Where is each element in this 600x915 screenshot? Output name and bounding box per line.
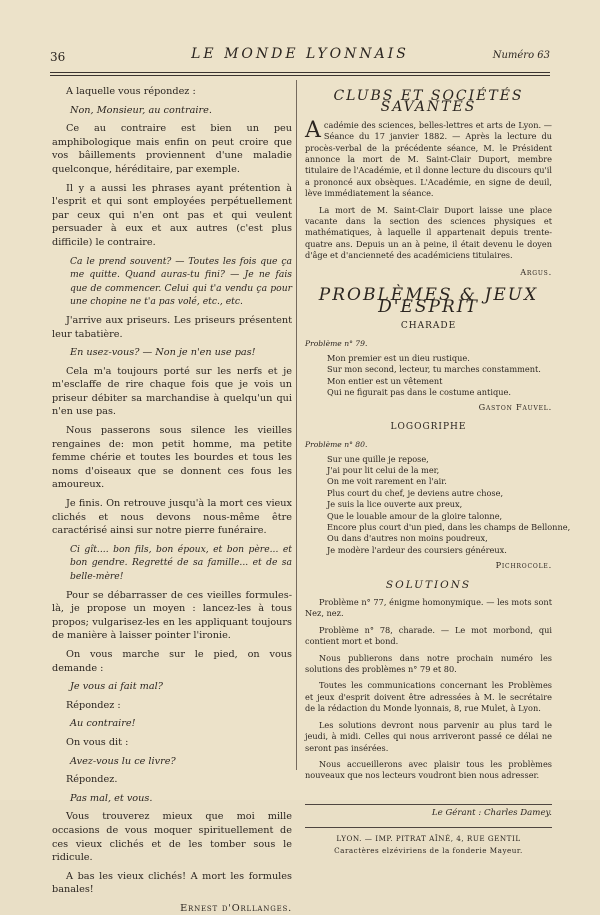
poem-line: Ou dans d'autres non moins poudreux, bbox=[327, 533, 488, 544]
logogriphe-title: LOGOGRIPHE bbox=[390, 421, 467, 432]
poem-line: J'ai pour lit celui de la mer, bbox=[327, 464, 440, 475]
paragraph: Je finis. On retrouve jusqu'à la mort ces vieux clichés et nous devons nous-même être caractérisé ainsi sur notre pierre funéraire. bbox=[52, 498, 292, 537]
charade-title: CHARADE bbox=[400, 320, 457, 331]
publication-title: LE MONDE LYONNAIS bbox=[191, 46, 409, 62]
poem-line: Encore plus court d'un pied, dans les champs de Bellonne, bbox=[327, 522, 571, 532]
paragraph: On vous dit : bbox=[66, 736, 129, 748]
charade-signature: Gaston Fauvel. bbox=[478, 402, 552, 413]
quote-line: Au contraire! bbox=[70, 718, 136, 730]
left-column bbox=[52, 85, 292, 914]
paragraph: Pour se débarrasser de ces vieilles formules-là, je propose un moyen : lancez-les à tous propos; vulgarisez-les en les appliquant toujours de manière à laisser pointer l'ironie. bbox=[52, 589, 292, 642]
poem-line: Que le louable amour de la gloire talonne, bbox=[327, 510, 503, 521]
drop-cap: A bbox=[305, 117, 321, 143]
poem-line: Je modère l'ardeur des coursiers généreux. bbox=[327, 544, 507, 555]
paragraph: Il y a aussi les phrases ayant prétention à l'esprit et qui sont employées perpétuellement par ceux qui n'en ont pas et qui veulent persuader à eux et aux autres (c'est plus difficile) le contraire. bbox=[52, 182, 292, 248]
paragraph: A laquelle vous répondez : bbox=[66, 86, 196, 97]
poem-line: Qui ne figurait pas dans le costume antique. bbox=[327, 386, 511, 397]
problems-section-title: PROBLÈMES & JEUX D'ESPRIT bbox=[318, 285, 539, 317]
author-signature: Ernest d'Orllanges. bbox=[180, 902, 292, 914]
quote-line: Ca le prend souvent? — Toutes les fois que ça me quitte. Quand auras-tu fini? — Je ne fais que de commencer. Celui qui t'a vendu ça pour une chopine ne t'a pas volé, etc., etc. bbox=[70, 255, 292, 308]
paragraph: Nous passerons sous silence les vieilles rengaines de: mon petit homme, ma petite femme chérie et toutes les bourdes et tous les noms d'oiseaux que se donnent ces fous les amoureux. bbox=[52, 425, 292, 491]
quote-line: Pas mal, et vous. bbox=[70, 792, 153, 804]
paragraph: Vous trouverez mieux que moi mille occasions de vous moquer spirituellement de ces vieux clichés et de les tomber sous le ridicule. bbox=[52, 811, 292, 864]
poem-line: On me voit rarement en l'air. bbox=[327, 476, 447, 487]
printer-imprint bbox=[305, 827, 552, 856]
paragraph: Répondez. bbox=[66, 774, 118, 786]
poem-line: Plus court du chef, je deviens autre chose, bbox=[327, 487, 504, 498]
printer-line: Caractères elzéviriens de la fonderie Mayeur. bbox=[334, 845, 523, 855]
logogriphe-problem-label: Problème n° 80. bbox=[305, 440, 368, 450]
right-column bbox=[305, 85, 571, 855]
logogriphe-signature: Pichrocole. bbox=[495, 560, 552, 571]
poem-line: Je suis la lice ouverte aux preux, bbox=[327, 499, 463, 510]
paragraph: J'arrive aux priseurs. Les priseurs présentent leur tabatière. bbox=[52, 314, 292, 340]
charade-problem-label: Problème n° 79. bbox=[305, 339, 368, 349]
quote-line: Je vous ai fait mal? bbox=[70, 681, 163, 693]
charade-poem bbox=[305, 353, 552, 399]
header-rule-bottom bbox=[50, 75, 550, 76]
solutions-paragraph: Toutes les communications concernant les Problèmes et jeux d'esprit doivent être adressées à M. le secrétaire de la rédaction du Monde lyonnais, 8, rue Mulet, à Lyon. bbox=[305, 680, 552, 714]
gerant-line: Le Gérant : Charles Damey. bbox=[305, 804, 552, 819]
issue-number: Numéro 63 bbox=[492, 50, 550, 61]
header-rule-top bbox=[50, 72, 550, 73]
poem-line: Sur une quille je repose, bbox=[327, 453, 429, 464]
clubs-paragraph bbox=[305, 117, 552, 200]
quote-line: En usez-vous? — Non je n'en use pas! bbox=[70, 347, 256, 359]
clubs-signature: Argus. bbox=[520, 266, 552, 277]
solutions-paragraph: Problème n° 78, charade. — Le mot morbond, qui contient mort et bond. bbox=[305, 624, 552, 647]
poem-line: Mon premier est un dieu rustique. bbox=[327, 352, 470, 363]
poem-line: Sur mon second, lecteur, tu marches constamment. bbox=[327, 364, 541, 375]
clubs-section-title: CLUBS ET SOCIÉTÉS SAVANTES bbox=[333, 88, 524, 116]
solutions-paragraph: Les solutions devront nous parvenir au plus tard le jeudi, à midi. Celles qui nous arriveront passé ce délai ne seront pas insérées. bbox=[305, 719, 552, 753]
clubs-paragraph: La mort de M. Saint-Clair Duport laisse une place vacante dans la section des sciences physiques et mathématiques, à laquelle il appartenait depuis trente-quatre ans. Depuis un an à peine, il était devenu le doyen d'âge et d'ancienneté des académiciens titulaires. bbox=[305, 204, 552, 261]
solutions-paragraph: Nous publierons dans notre prochain numéro les solutions des problèmes n° 79 et 80. bbox=[305, 652, 552, 675]
paragraph: Cela m'a toujours porté sur les nerfs et je m'esclaffe de rire chaque fois que je vois un priseur débiter sa marchandise à quelqu'un qui n'en use pas. bbox=[52, 365, 292, 418]
logogriphe-poem bbox=[305, 453, 571, 557]
page-number: 36 bbox=[50, 50, 66, 64]
solutions-paragraph: Problème n° 77, énigme homonymique. — les mots sont Nez, nez. bbox=[305, 597, 552, 619]
paragraph: A bas les vieux clichés! A mort les formules banales! bbox=[52, 870, 292, 896]
poem-line: Mon entier est un vêtement bbox=[327, 375, 443, 386]
solutions-paragraph: Nous accueillerons avec plaisir tous les problèmes nouveaux que nos lecteurs voudront bien nous adresser. bbox=[305, 758, 552, 781]
paragraph: Répondez : bbox=[66, 699, 121, 711]
printer-line: LYON. — IMP. PITRAT AÎNÉ, 4, RUE GENTIL bbox=[336, 834, 521, 844]
paragraph: On vous marche sur le pied, on vous demande : bbox=[52, 648, 292, 674]
quote-line: Ci gît.... bon fils, bon époux, et bon père... et bon gendre. Regretté de sa famille... et de sa belle-mère! bbox=[70, 543, 292, 582]
column-divider bbox=[296, 80, 297, 770]
paragraph: Ce au contraire est bien un peu amphibologique mais enfin on peut croire que vos bâillements proviennent d'une maladie quelconque, héréditaire, par exemple. bbox=[52, 123, 292, 175]
quote-line: Avez-vous lu ce livre? bbox=[70, 755, 176, 767]
quote-line: Non, Monsieur, au contraire. bbox=[70, 104, 212, 116]
clubs-paragraph-text: cadémie des sciences, belles-lettres et arts de Lyon. — Séance du 17 janvier 1882. — Après la lecture du procès-verbal de la précédente séance, M. le Président annonce la mort de M. Saint-Clair Duport, membre titulaire de l'Académie, et il donne lecture du discours qu'il a prononcé aux obsèques. L'Académie, en signe de deuil, lève immédiatement la séance. bbox=[305, 119, 552, 199]
solutions-title: SOLUTIONS bbox=[385, 578, 472, 591]
